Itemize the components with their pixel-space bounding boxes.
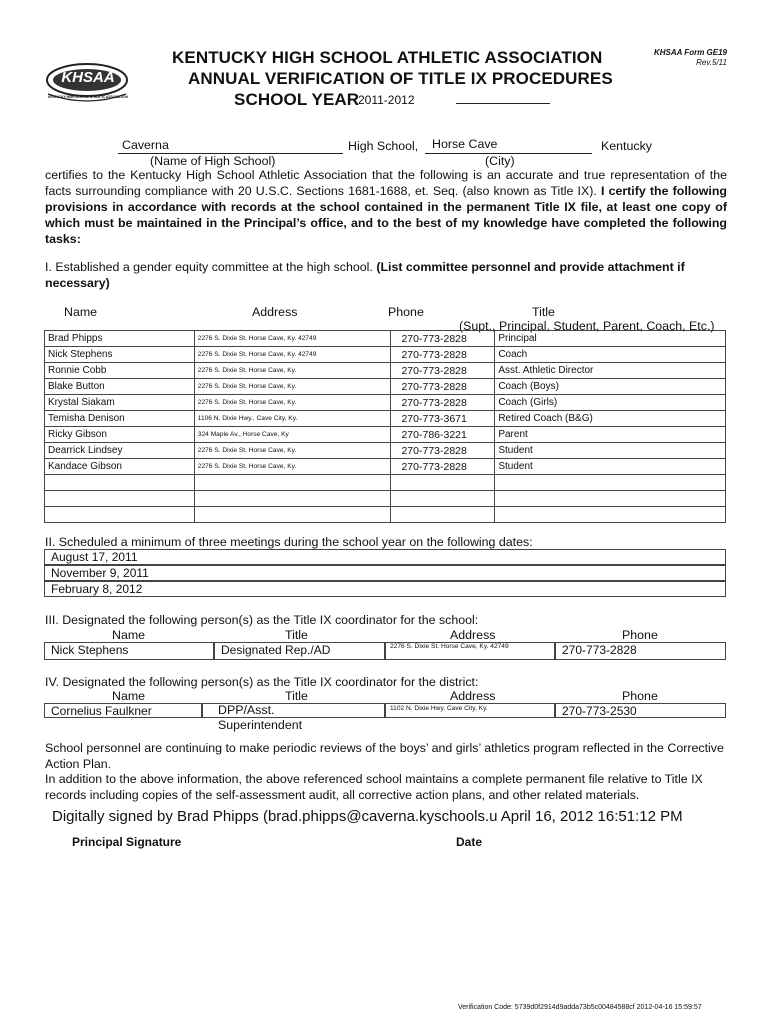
district-coordinator-name: Cornelius Faulkner (44, 703, 202, 718)
state-name: Kentucky (601, 139, 652, 153)
table-row (45, 379, 726, 395)
high-school-label: High School, (348, 139, 419, 153)
table-row (45, 363, 726, 379)
col-address-header: Address (252, 305, 298, 319)
school-coordinator-name: Nick Stephens (44, 642, 214, 660)
member-phone (391, 507, 495, 523)
table-row (45, 331, 726, 347)
member-title: Principal (495, 331, 726, 347)
school-name: Caverna (122, 138, 169, 152)
member-title: Coach (Boys) (495, 379, 726, 395)
member-phone: 270-773-3671 (391, 411, 495, 427)
table-row (45, 507, 726, 523)
title-line-3: SCHOOL YEAR (234, 90, 360, 109)
s4-title-header: Title (285, 689, 308, 703)
title-line-2: ANNUAL VERIFICATION OF TITLE IX PROCEDURES (188, 69, 613, 88)
digital-signature: Digitally signed by Brad Phipps (brad.phipps@caverna.kyschools.u April 16, 2012 16:51:12 PM (52, 808, 683, 825)
school-year-underline (456, 103, 550, 104)
table-row (45, 347, 726, 363)
member-phone (391, 491, 495, 507)
member-phone: 270-786-3221 (391, 427, 495, 443)
table-row (45, 395, 726, 411)
s4-name-header: Name (112, 689, 146, 703)
s3-phone-header: Phone (622, 628, 658, 642)
certify-paragraph (45, 167, 727, 247)
member-title: Coach (Girls) (495, 395, 726, 411)
district-coordinator-title-2: Superintendent (218, 718, 303, 732)
member-address: 2276 S. Dixie St. Horse Cave, Ky. 42749 (194, 331, 391, 347)
member-name: Temisha Denison (45, 411, 195, 427)
certify-bold-text: I certify the following provisions in accordance with records at the school contained in the permanent Title IX file, at least one copy of which must be maintained in the Principal’s office, and to the best of my knowledge have completed the following tasks: (45, 184, 727, 246)
member-address: 2276 S. Dixie St. Horse Cave, Ky. 42749 (194, 347, 391, 363)
school-coordinator-address: 2276 S. Dixie St. Horse Cave, Ky. 42749 (385, 642, 555, 660)
member-name: Ronnie Cobb (45, 363, 195, 379)
member-phone: 270-773-2828 (391, 379, 495, 395)
section-4-heading: IV. Designated the following person(s) as the Title IX coordinator for the district: (45, 675, 479, 689)
member-phone (391, 475, 495, 491)
section-1-heading (45, 259, 727, 291)
table-row (45, 459, 726, 475)
col-title-header: Title (532, 305, 555, 319)
member-phone: 270-773-2828 (391, 347, 495, 363)
section-1-text: I. Established a gender equity committee at the high school. (45, 260, 373, 274)
member-address: 1106 N. Dixie Hwy., Cave City, Ky. (194, 411, 391, 427)
member-title: Coach (495, 347, 726, 363)
section-3-heading: III. Designated the following person(s) as the Title IX coordinator for the school: (45, 613, 479, 627)
verification-code: Verification Code: 5739d0f2914d9adda73b5c00484588cf 2012-04-16 15:59:57 (458, 1004, 702, 1011)
member-name: Krystal Siakam (45, 395, 195, 411)
member-name: Brad Phipps (45, 331, 195, 347)
member-title: Asst. Athletic Director (495, 363, 726, 379)
district-coordinator-title-1: DPP/Asst. (218, 703, 275, 717)
member-name (45, 507, 195, 523)
member-name (45, 491, 195, 507)
member-title (495, 475, 726, 491)
member-phone: 270-773-2828 (391, 395, 495, 411)
school-year-value: 2011-2012 (358, 93, 415, 107)
certify-text: certifies to the Kentucky High School Athletic Association that the following is an accurate and true representation of the facts surrounding compliance with 20 U.S.C. Sections 1681-1688, et. Seq. (also known as Title IX). (45, 168, 727, 198)
col-name-header: Name (64, 305, 98, 319)
district-coordinator-phone: 270-773-2530 (555, 703, 726, 718)
member-name: Ricky Gibson (45, 427, 195, 443)
s3-address-header: Address (450, 628, 496, 642)
title-line-1: KENTUCKY HIGH SCHOOL ATHLETIC ASSOCIATION (172, 48, 603, 67)
member-phone: 270-773-2828 (391, 459, 495, 475)
city-name: Horse Cave (432, 137, 498, 151)
logo-text: KHSAA (61, 69, 115, 86)
member-phone: 270-773-2828 (391, 363, 495, 379)
city-caption: (City) (485, 154, 515, 168)
form-revision: Rev.5/11 (696, 58, 727, 67)
member-name: Nick Stephens (45, 347, 195, 363)
district-coordinator-address: 1102 N. Dixie Hwy. Cave City, Ky. (385, 703, 555, 718)
member-address: 2276 S. Dixie St. Horse Cave, Ky. (194, 443, 391, 459)
member-address: 2276 S. Dixie St. Horse Cave, Ky. (194, 395, 391, 411)
form-id (654, 48, 727, 68)
member-address: 2276 S. Dixie St. Horse Cave, Ky. (194, 459, 391, 475)
member-address (194, 491, 391, 507)
table-row (45, 411, 726, 427)
closing-paragraph-2: In addition to the above information, the above referenced school maintains a complete permanent file relative to Title IX records including copies of the self-assessment audit, all corrective action plans, and other related materials. (45, 772, 703, 802)
meeting-date-1: August 17, 2011 (44, 549, 726, 565)
member-name: Kandace Gibson (45, 459, 195, 475)
school-name-caption: (Name of High School) (150, 154, 276, 168)
member-title: Retired Coach (B&G) (495, 411, 726, 427)
school-coordinator-title: Designated Rep./AD (214, 642, 385, 660)
member-title: Parent (495, 427, 726, 443)
member-title: Student (495, 459, 726, 475)
form-number: KHSAA Form GE19 (653, 48, 727, 57)
section-1-bold: (List committee personnel and provide attachment if necessary) (45, 260, 685, 290)
member-address (194, 475, 391, 491)
col-phone-header: Phone (388, 305, 424, 319)
table-row (45, 427, 726, 443)
table-row (45, 443, 726, 459)
member-name (45, 475, 195, 491)
member-name: Blake Button (45, 379, 195, 395)
s3-name-header: Name (112, 628, 146, 642)
member-phone: 270-773-2828 (391, 331, 495, 347)
meeting-date-2: November 9, 2011 (44, 565, 726, 581)
section-2-heading: II. Scheduled a minimum of three meetings during the school year on the following dates: (45, 535, 533, 549)
member-title (495, 507, 726, 523)
logo-subtext: KENTUCKY HIGH SCHOOL ATHLETIC ASSOCIATION (48, 95, 128, 99)
member-address: 2276 S. Dixie St. Horse Cave, Ky. (194, 363, 391, 379)
member-title: Student (495, 443, 726, 459)
s4-phone-header: Phone (622, 689, 658, 703)
date-label: Date (456, 835, 483, 849)
table-row (45, 475, 726, 491)
principal-signature-label: Principal Signature (72, 835, 182, 849)
meeting-date-3: February 8, 2012 (44, 581, 726, 597)
s4-address-header: Address (450, 689, 496, 703)
member-address: 324 Maple Av., Horse Cave, Ky (194, 427, 391, 443)
member-title (495, 491, 726, 507)
table-row (45, 491, 726, 507)
col-title-subheader: (Supt., Principal, Student, Parent, Coach, Etc.) (459, 319, 715, 333)
committee-table (44, 330, 726, 523)
member-phone: 270-773-2828 (391, 443, 495, 459)
closing-paragraph-1: School personnel are continuing to make periodic reviews of the boys’ and girls’ athletics program reflected in the Corrective Action Plan. (45, 741, 724, 771)
member-name: Dearrick Lindsey (45, 443, 195, 459)
member-address (194, 507, 391, 523)
s3-title-header: Title (285, 628, 308, 642)
member-address: 2276 S. Dixie St. Horse Cave, Ky. (194, 379, 391, 395)
school-coordinator-phone: 270-773-2828 (555, 642, 726, 660)
khsaa-logo (42, 60, 132, 108)
